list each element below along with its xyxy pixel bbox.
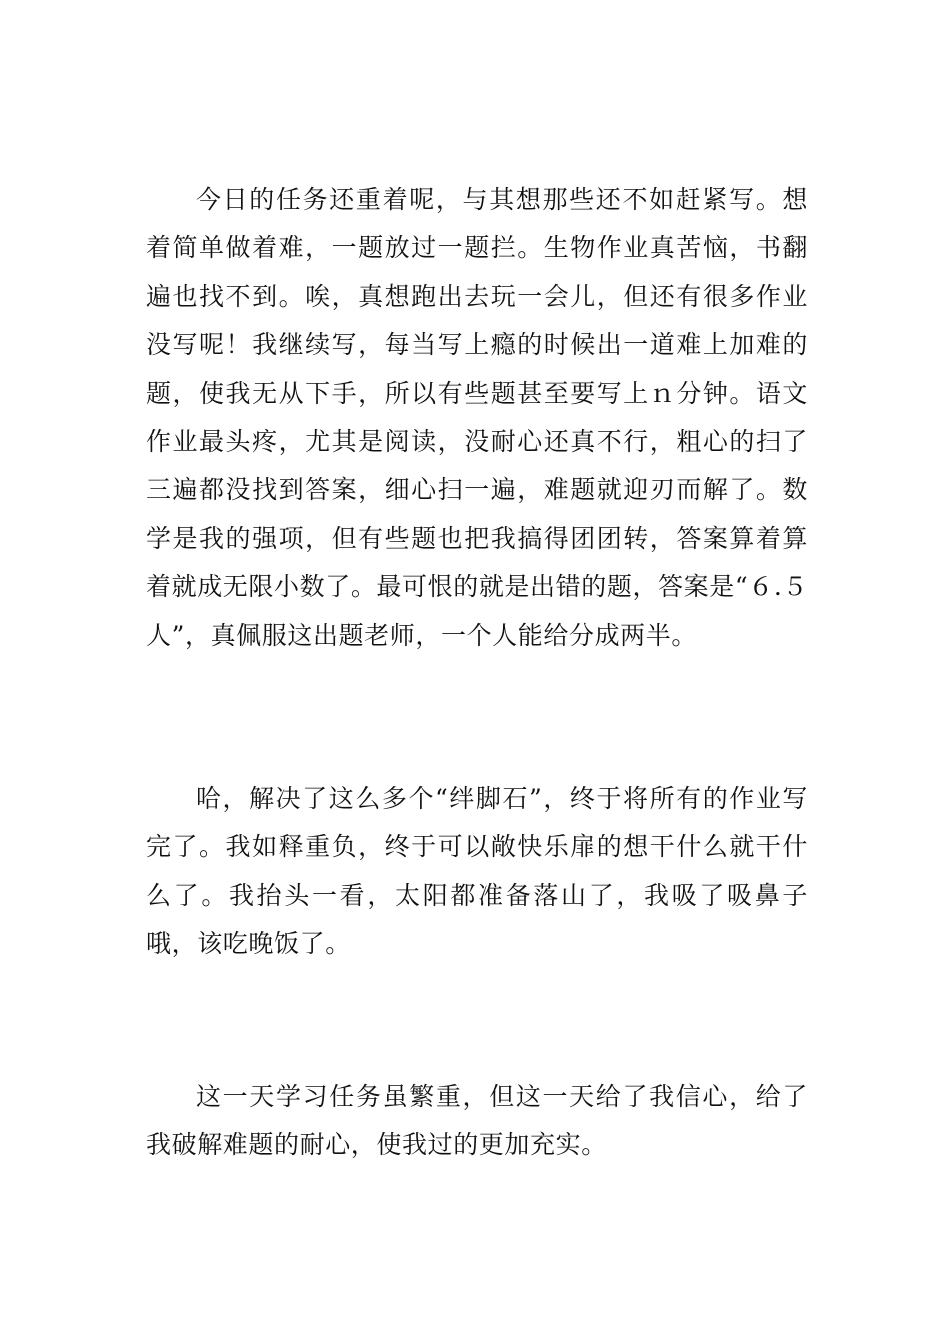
paragraph-homework-finished: 哈，解决了这么多个“绊脚石”，终于将所有的作业写完了。我如释重负，终于可以敞快乐扉的想干什么就干什么了。我抬头一看，太阳都准备落山了，我吸了吸鼻子哦，该吃晚饭了。	[146, 784, 808, 959]
paragraph-conclusion: 这一天学习任务虽繁重，但这一天给了我信心，给了我破解难题的耐心，使我过的更加充实。	[146, 1082, 808, 1160]
paragraph-homework-struggle: 今日的任务还重着呢，与其想那些还不如赶紧写。想着简单做着难，一题放过一题拦。生物作业真苦恼，书翻遍也找不到。唉，真想跑出去玩一会儿，但还有很多作业没写呢！我继续写，每当写上瘾的时候出一道难上加难的题，使我无从下手，所以有些题甚至要写上ｎ分钟。语文作业最头疼，尤其是阅读，没耐心还真不行，粗心的扫了三遍都没找到答案，细心扫一遍，难题就迎刃而解了。数学是我的强项，但有些题也把我搞得团团转，答案算着算着就成无限小数了。最可恨的就是出错的题，答案是“６.５人”，真佩服这出题老师，一个人能给分成两半。	[146, 185, 808, 650]
